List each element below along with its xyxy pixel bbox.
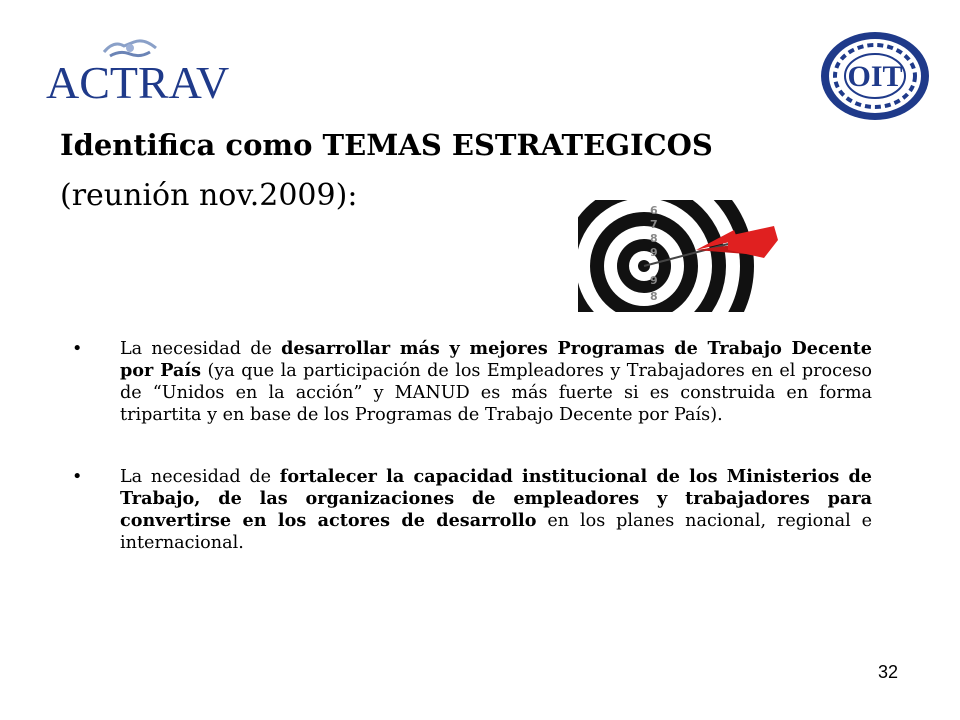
title-line-1: Identifica como TEMAS ESTRATEGICOS <box>60 128 713 162</box>
ring-label: 8 <box>650 232 658 245</box>
bullet-text <box>120 339 872 425</box>
bullet-marker: • <box>72 339 83 359</box>
bullet-item <box>72 338 872 426</box>
actrav-logo <box>42 30 230 108</box>
bold-text-run: desarrollar más y mejores Programas de Trabajo Decente por País <box>120 338 872 381</box>
bullet-text <box>120 467 872 553</box>
ring-label: 7 <box>650 218 658 231</box>
dartboard-icon <box>578 200 788 312</box>
text-run: (ya que la participación de los Empleadores y Trabajadores en el proceso de “Unidos en la acción” y MANUD es más fuerte si es construida en forma tripartita y en base de los Programas de Trabajo Decente por País). <box>120 361 873 425</box>
text-run: La necesidad de <box>120 339 282 359</box>
text-run: La necesidad de <box>120 467 280 487</box>
ring-label: 6 <box>650 204 658 217</box>
oit-text: OIT <box>847 60 903 93</box>
ring-label: 9 <box>650 274 658 287</box>
bullet-list <box>72 338 872 594</box>
title-line-2: (reunión nov.2009): <box>60 178 358 213</box>
bullet-item <box>72 466 872 554</box>
text-run: en los planes nacional, regional e internacional. <box>120 511 872 553</box>
page-number: 32 <box>878 662 899 682</box>
actrav-wordmark: ACTRAV <box>46 57 230 108</box>
bold-text-run: fortalecer la capacidad institucional de los Ministerios de Trabajo, de las organizaciones de empleadores y trabajadores para convertirse en los actores de desarrollo <box>120 466 872 531</box>
bullet-marker: • <box>72 467 83 487</box>
ring-label: 8 <box>650 290 658 303</box>
ring-label: 9 <box>650 246 658 259</box>
oit-logo <box>818 30 932 122</box>
